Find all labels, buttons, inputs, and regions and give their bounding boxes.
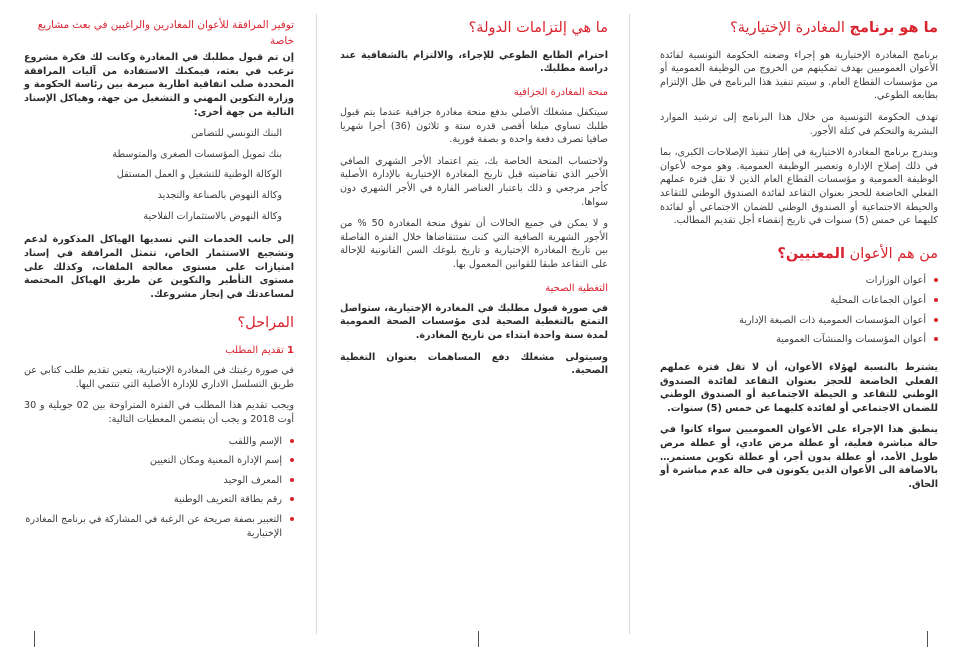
bullet-icon: [290, 458, 294, 462]
column-divider: [629, 14, 630, 634]
list-item-text: أعوان الوزارات: [865, 275, 926, 287]
lump-sum-subtitle: منحة المغادرة الجزافية: [513, 86, 608, 98]
required-data-list: [24, 435, 294, 541]
support-subtitle: توفير المرافقة للأعوان المغادرين والراغبين في بعث مشاريع خاصة: [37, 19, 294, 47]
concerned-title-q: من هم الأعوان: [849, 245, 938, 262]
list-item: بنك تمويل المؤسسات الصغرى والمتوسطة: [112, 148, 282, 160]
list-item-text: أعوان المؤسسات العمومية ذات الصبغة الإدارية: [739, 314, 926, 326]
list-item: [660, 333, 938, 347]
concerned-list: [660, 274, 938, 346]
list-item-text: الإسم واللقب: [228, 435, 282, 447]
program-intro: برنامج المغادرة الإختيارية هو إجراء وضعته الحكومة التونسية لفائدة الأعوان العموميين بهدف تمكينهم من الخروج من الوظيفة العمومية أو من مؤسسات القطاع العام. و سيتم تنفيذ هذا البرنامج في ظل الإلتزام بطابعه الطوعي.: [660, 49, 938, 102]
program-title-rest: المغادرة الإختيارية؟: [730, 20, 845, 36]
commitment-text: احترام الطابع الطوعي للإجراء، والالتزام بالشفافية عند دراسة مطلبك.: [340, 49, 608, 75]
health-coverage-subtitle: التغطية الصحية: [545, 282, 608, 294]
bullet-icon: [290, 517, 294, 521]
list-item: [24, 493, 294, 507]
deadline-text: ويجب تقديم هذا المطلب في الفترة المتراوحة بين 02 جويلية و 30 أوت 2018 و يجب أن يتضمن المعطيات التالية:: [24, 400, 294, 425]
condition-text: يشترط بالنسبة لهؤلاء الأعوان، أن لا تقل فترة عملهم الفعلي الخاضعة للحجز بعنوان التقاعد لفائدة الصندوق الوطني للتقاعد و الحيطة الاجتماعية أو الصندوق الوطني للضمان الاجتماعي أو لفائدة كليهما عن خمس (5) سنوات.: [660, 361, 938, 414]
support-bodies-list: [24, 127, 294, 223]
list-item: [24, 454, 294, 468]
health-coverage-text: في صورة قبول مطلبك في المغادرة الإختيارية، ستواصل التمتع بالتغطية الصحية لدى مؤسسات الصحة العمومية لمدة سنة واحدة ابتداء من تاريخ المغادرة.: [340, 302, 608, 342]
concerned-title-bold: المعنيين؟: [777, 245, 845, 262]
column-right: [660, 18, 938, 499]
application-text: في صورة رغبتك في المغادرة الإختيارية، يتعين تقديم طلب كتابي عن طريق التسلسل الاداري للإدارة الأصلية التي تنتمي اليها.: [24, 365, 294, 390]
list-item: [24, 474, 294, 488]
list-item-text: رقم بطاقة التعريف الوطنية: [173, 494, 282, 506]
list-item: [660, 274, 938, 288]
calculation-text: ولاحتساب المنحة الخاصة بك، يتم اعتماد الأجر الشهري الصافي الأخير الذي تقاضيته قبل تاريخ المغادرة الإختيارية بالإدارة الأصلية كأجر مرجعي و ذلك باعتبار العناصر القارة في الأجر الشهري دون سواها.: [340, 155, 608, 208]
list-item-text: المعرف الوحيد: [223, 474, 282, 486]
bullet-icon: [290, 439, 294, 443]
list-item: [24, 513, 294, 540]
step-title: تقديم المطلب: [225, 344, 284, 356]
list-item-text: أعوان الجماعات المحلية: [830, 295, 926, 307]
crop-mark: [34, 631, 35, 647]
bullet-icon: [934, 278, 938, 282]
list-item: وكالة النهوض بالصناعة والتجديد: [157, 190, 282, 202]
cap-text: و لا يمكن في جميع الحالات أن تفوق منحة المغادرة 50 % من الأجور الشهرية الصافية التي كنت ستتقاضاها خلال الفترة الفاصلة بين تاريخ المغادرة الإختيارية و تاريخ بلوغك السن القانونية للإحالة على التقاعد طبقا للقوانين المعمول بها.: [340, 218, 608, 271]
bullet-icon: [934, 318, 938, 322]
list-item: [660, 294, 938, 308]
list-item: وكالة النهوض بالاستثمارات الفلاحية: [143, 210, 282, 222]
list-item: الوكالة الوطنية للتشغيل و العمل المستقل: [116, 169, 282, 181]
step-number: 1: [287, 344, 294, 356]
state-commitments-title: ما هي إلتزامات الدولة؟: [468, 20, 608, 36]
bullet-icon: [290, 478, 294, 482]
crop-mark: [478, 631, 479, 647]
list-item-text: أعوان المؤسسات والمنشآت العمومية: [776, 334, 926, 346]
bullet-icon: [934, 337, 938, 341]
program-goal: تهدف الحكومة التونسية من خلال هذا البرنامج إلى ترشيد الموارد البشرية والتحكم في كتلة الأجور.: [660, 112, 938, 137]
list-item: [24, 435, 294, 449]
column-middle: [340, 18, 608, 386]
contribution-text: وسيتولى مشغلك دفع المساهمات بعنوان التغطية الصحية.: [340, 351, 608, 377]
list-item: [660, 314, 938, 328]
program-title: [660, 18, 938, 39]
stages-title: المراحل؟: [237, 315, 294, 332]
bullet-icon: [934, 298, 938, 302]
applicability-text: ينطبق هذا الإجراء على الأعوان العموميين سواء كانوا في حالة مباشرة فعلية، أو عطلة مرض عادي، أو عطلة مرض طويل الأمد، أو عطلة بدون أجر، أو عطلة تكوين مستمر…بالاضافة الى الأعوان الذين يكونون في حالة عدم مباشرة أو الحاق.: [660, 424, 938, 490]
lump-sum-text: سيتكفل مشغلك الأصلي بدفع منحة مغادرة جزافية عندما يتم قبول طلبك تساوي مبلغا أقصى قدره ستة و ثلاثون (36) أجرا شهريا صافيا تصرف دفعة واحدة و بصفة فورية.: [340, 106, 608, 146]
services-text: إلى جانب الخدمات التي تسديها الهياكل المذكورة لدعم وتشجيع الاستثمار الخاص، تتمثل المرافقة في إسناد امتيازات على مستوى معالجة الملفات، وكذلك على مستوى التأطير والتكوين عن طريق الهياكل المختصة لمساعدتك في إنجاز مشروعك.: [24, 234, 294, 300]
column-divider: [316, 14, 317, 634]
bullet-icon: [290, 497, 294, 501]
list-item-text: إسم الإدارة المعنية ومكان التعيين: [150, 455, 282, 467]
support-text: إن تم قبول مطلبك في المغادرة وكانت لك فكرة مشروع ترغب في بعثه، فيمكنك الاستفادة من آليات المرافقة المحددة صلب اتفاقية اطارية مبرمة بين رئاسة الحكومة و وزارة التكوين المهني و التشغيل من جهة، وهياكل الإسناد التالية من جهة أخرى:: [24, 52, 294, 118]
step-1-title: [24, 344, 294, 358]
program-scope: ويندرج برنامج المغادرة الاختيارية في إطار تنفيذ الإصلاحات الكبرى، بما في ذلك إصلاح الإدارة وتعصير الوظيفة العمومية. وهو موجه لأعوان الوظيفة العمومية و مؤسسات القطاع العام الذين لا تقل فترة عملهم الفعلي الخاضعة للحجز بعنوان التقاعد لفائدة الصندوق الوطني للتقاعد والحيطة الاجتماعية أو الصندوق الوطني للضمان الاجتماعي أو لفائدة كليهما عن خمس (5) سنوات في تاريخ إنقضاء أجل تقديم المطالب.: [660, 147, 938, 227]
program-title-bold: ما هو برنامج: [849, 20, 938, 36]
column-left: [24, 18, 294, 546]
concerned-title: [660, 244, 938, 265]
crop-mark: [927, 631, 928, 647]
list-item: البنك التونسي للتضامن: [191, 128, 282, 140]
list-item-text: التعبير بصفة صريحة عن الرغبة في المشاركة في برنامج المغادرة الإختيارية: [25, 514, 282, 539]
